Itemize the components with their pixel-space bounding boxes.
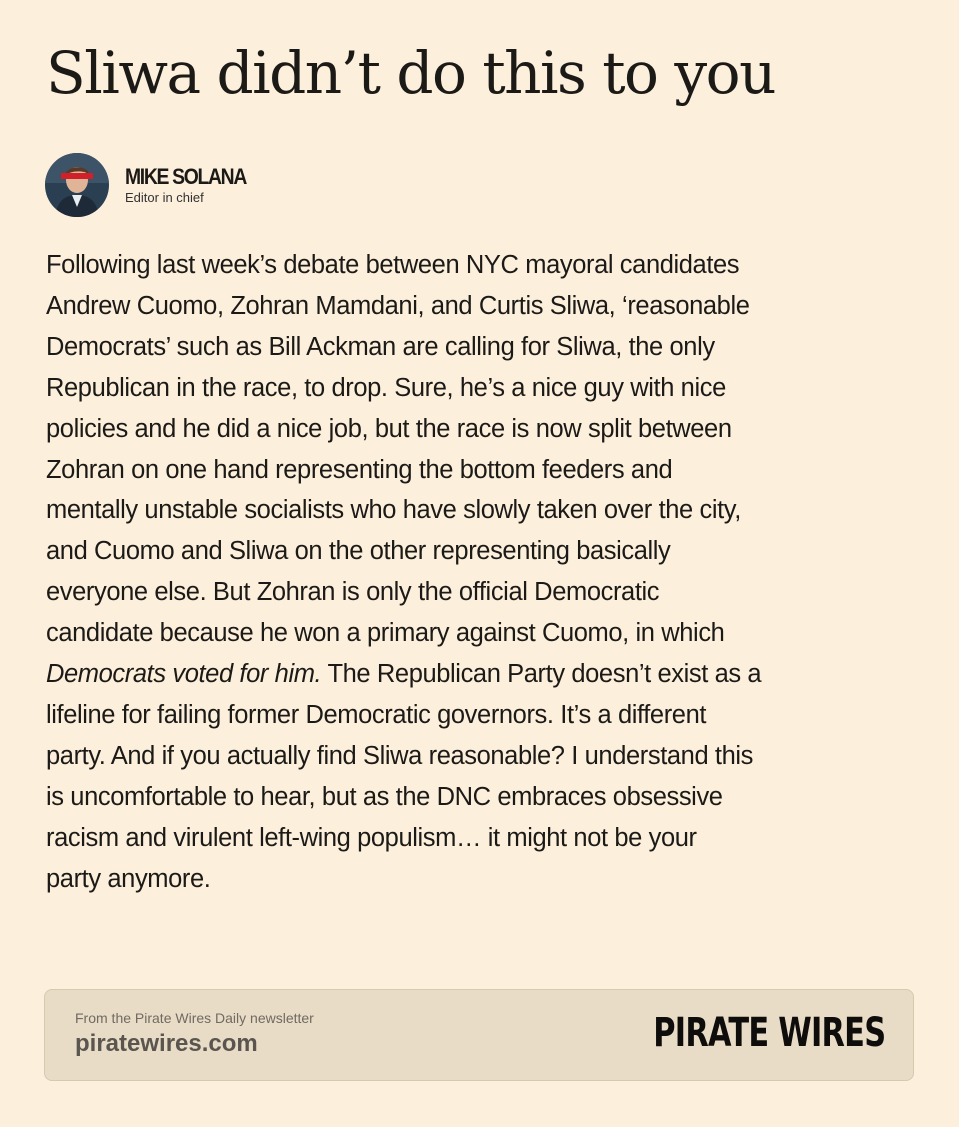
author-photo-icon [45, 153, 109, 217]
body-line: party anymore. [46, 864, 211, 893]
author-info [125, 165, 263, 205]
body-line: mentally unstable socialists who have slowly taken over the city, [46, 496, 741, 525]
footer-note: From the Pirate Wires Daily newsletter [75, 1010, 314, 1026]
body-line: racism and virulent left-wing populism… it might not be your [46, 823, 697, 852]
body-line-continuation: The Republican Party doesn’t exist as a [321, 660, 762, 689]
body-line: Following last week’s debate between NYC mayoral candidates [46, 251, 740, 279]
body-line: everyone else. But Zohran is only the official Democratic [46, 578, 660, 607]
body-line: is uncomfortable to hear, but as the DNC embraces obsessive [46, 782, 723, 811]
body-italic-phrase: Democrats voted for him. [46, 660, 322, 689]
body-line [46, 654, 926, 695]
byline [45, 152, 263, 218]
body-line: policies and he did a nice job, but the race is now split between [46, 414, 732, 443]
author-avatar[interactable] [45, 153, 109, 217]
pirate-wires-logo[interactable]: PIRATE WIRES [652, 1010, 885, 1056]
newsletter-footer [44, 989, 914, 1081]
body-line: Zohran on one hand representing the bottom feeders and [46, 455, 673, 484]
body-line: party. And if you actually find Sliwa reasonable? I understand this [46, 741, 753, 770]
body-line: candidate because he won a primary against Cuomo, in which [46, 619, 725, 648]
body-line: lifeline for failing former Democratic governors. It’s a different [46, 700, 707, 729]
body-line: Republican in the race, to drop. Sure, he’s a nice guy with nice [46, 373, 726, 402]
author-name[interactable]: MIKE SOLANA [125, 163, 246, 189]
article-headline: Sliwa didn’t do this to you [46, 39, 775, 107]
body-line: and Cuomo and Sliwa on the other representing basically [46, 537, 671, 566]
author-role: Editor in chief [125, 190, 204, 206]
footer-url-link[interactable]: piratewires.com [75, 1030, 258, 1057]
body-line: Andrew Cuomo, Zohran Mamdani, and Curtis Sliwa, ‘reasonable [46, 291, 750, 320]
body-line: Democrats’ such as Bill Ackman are calling for Sliwa, the only [46, 332, 715, 361]
article-body [46, 245, 926, 900]
